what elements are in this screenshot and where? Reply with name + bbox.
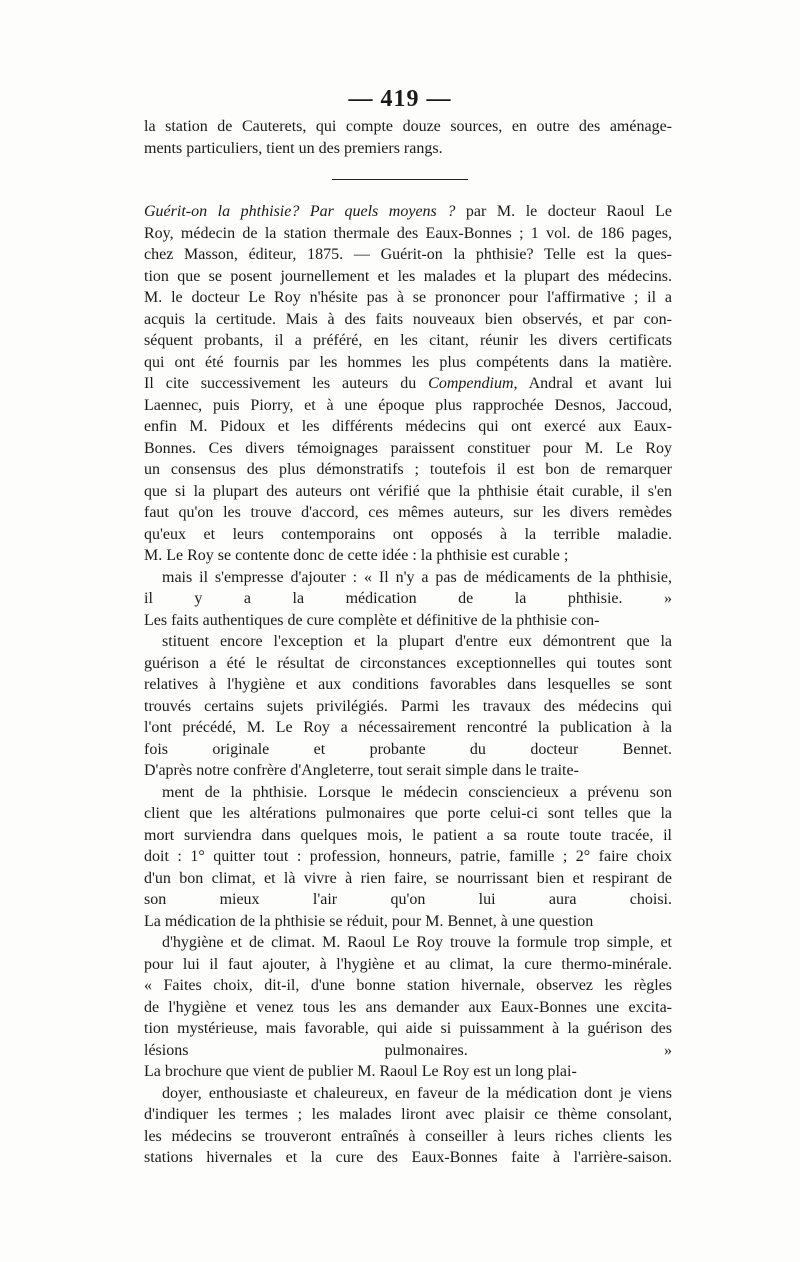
page-number: — 419 —	[348, 86, 452, 112]
text-line: ments particuliers, tient un des premiers rangs.	[144, 139, 443, 157]
text-line: M. le docteur Le Roy n'hésite pas à se prononcer pour l'affirmative ; il a	[144, 289, 672, 306]
text-line: tion que se posent journellement et les malades et la plupart des médecins.	[144, 267, 672, 285]
text-line: ment de la phthisie. Lorsque le médecin consciencieux a prévenu son	[162, 783, 672, 801]
review-author-intro: par M. le docteur Raoul Le	[455, 203, 672, 220]
text-line: trouvés certains sujets privilégiés. Parmi les travaux des médecins qui	[144, 697, 672, 715]
text-line: guérison a été le résultat de circonstances exceptionnelles qui toutes sont	[144, 654, 672, 672]
text-line: stations hivernales et la cure des Eaux-Bonnes faite à l'arrière-saison.	[144, 1149, 672, 1166]
text-line: l'ont précédé, M. Le Roy a nécessairement rencontré la publication à la	[144, 719, 672, 736]
text-line: doit : 1° quitter tout : profession, honneurs, patrie, famille ; 2° faire choix	[144, 848, 672, 865]
text-line: lésions pulmonaires. »	[144, 1041, 672, 1059]
text-line: fois originale et probante du docteur Bennet.	[144, 740, 672, 758]
text-fragment: Il cite successivement les auteurs du	[144, 375, 429, 392]
review-heading-line	[144, 201, 672, 223]
review-title: Guérit-on la phthisie? Par quels moyens ?	[144, 203, 456, 220]
text-line: d'indiquer les termes ; les malades liront avec plaisir ce thème consolant,	[144, 1106, 672, 1123]
text-line: qui ont été fournis par les hommes les plus compétents dans la matière.	[144, 353, 672, 371]
text-line: D'après notre confrère d'Angleterre, tout serait simple dans le traite-	[144, 762, 579, 779]
text-line: tion mystérieuse, mais favorable, qui aide si puissamment à la guérison des	[144, 1020, 672, 1037]
intro-paragraph	[144, 116, 672, 159]
text-line: que si la plupart des auteurs ont vérifié que la phthisie était curable, il s'en	[144, 482, 672, 500]
text-line: faut qu'on les trouve d'accord, ces mêmes auteurs, sur les divers remèdes	[144, 504, 672, 521]
text-line: Les faits authentiques de cure complète et définitive de la phthisie con-	[144, 611, 600, 629]
section-divider	[332, 179, 468, 180]
text-line: M. Le Roy se contente donc de cette idée : la phthisie est curable ;	[144, 547, 569, 564]
text-line: il y a la médication de la phthisie. »	[144, 590, 672, 607]
text-line: La brochure que vient de publier M. Raoul Le Roy est un long plai-	[144, 1063, 577, 1080]
text-line: la station de Cauterets, qui compte douze sources, en outre des aménage-	[144, 118, 672, 135]
text-line: acquis la certitude. Mais à des faits nouveaux bien observés, et par con-	[144, 310, 672, 328]
text-line: Laennec, puis Piorry, et à une époque plus rapprochée Desnos, Jaccoud,	[144, 396, 672, 414]
text-line: Bonnes. Ces divers témoignages paraissent constituer pour M. Le Roy	[144, 439, 672, 457]
text-line	[144, 373, 672, 395]
text-line: de l'hygiène et venez tous les ans demander aux Eaux-Bonnes une excita-	[144, 998, 672, 1016]
book-review-section	[144, 201, 672, 1169]
text-line: Roy, médecin de la station thermale des Eaux-Bonnes ; 1 vol. de 186 pages,	[144, 224, 672, 242]
text-line: mort surviendra dans quelques mois, le patient a sa route toute tracée, il	[144, 826, 672, 844]
italic-title: Compendium	[428, 375, 514, 392]
text-line: son mieux l'air qu'on lui aura choisi.	[144, 891, 672, 908]
text-line: qu'eux et leurs contemporains ont opposés à la terrible maladie.	[144, 525, 672, 543]
text-line: enfin M. Pidoux et les différents médecins qui ont exercé aux Eaux-	[144, 418, 672, 435]
text-line: client que les altérations pulmonaires que porte celui-ci sont telles que la	[144, 805, 672, 822]
text-line: mais il s'empresse d'ajouter : « Il n'y a pas de médicaments de la phthisie,	[162, 568, 672, 586]
text-line: doyer, enthousiaste et chaleureux, en faveur de la médication dont je viens	[162, 1084, 672, 1102]
text-line: séquent probants, il a préféré, en les citant, réunir les divers certificats	[144, 332, 672, 349]
text-line: pour lui il faut ajouter, à l'hygiène et au climat, la cure thermo-minérale.	[144, 955, 672, 973]
text-line: les médecins se trouveront entraînés à conseiller à leurs riches clients les	[144, 1127, 672, 1145]
text-line: stituent encore l'exception et la plupart d'entre eux démontrent que la	[162, 633, 672, 650]
text-line: La médication de la phthisie se réduit, pour M. Bennet, à une question	[144, 912, 594, 930]
text-line: d'un bon climat, et là vivre à rien faire, se nourrissant bien et respirant de	[144, 869, 672, 887]
text-line: relatives à l'hygiène et aux conditions favorables dans lesquelles se sont	[144, 676, 672, 693]
text-line: un consensus des plus démonstratifs ; toutefois il est bon de remarquer	[144, 461, 672, 478]
text-fragment: , Andral et avant lui	[513, 375, 672, 392]
text-line: d'hygiène et de climat. M. Raoul Le Roy trouve la formule trop simple, et	[162, 934, 672, 951]
text-line: chez Masson, éditeur, 1875. — Guérit-on la phthisie? Telle est la ques-	[144, 246, 672, 263]
text-line: « Faites choix, dit-il, d'une bonne station hivernale, observez les règles	[144, 977, 672, 994]
